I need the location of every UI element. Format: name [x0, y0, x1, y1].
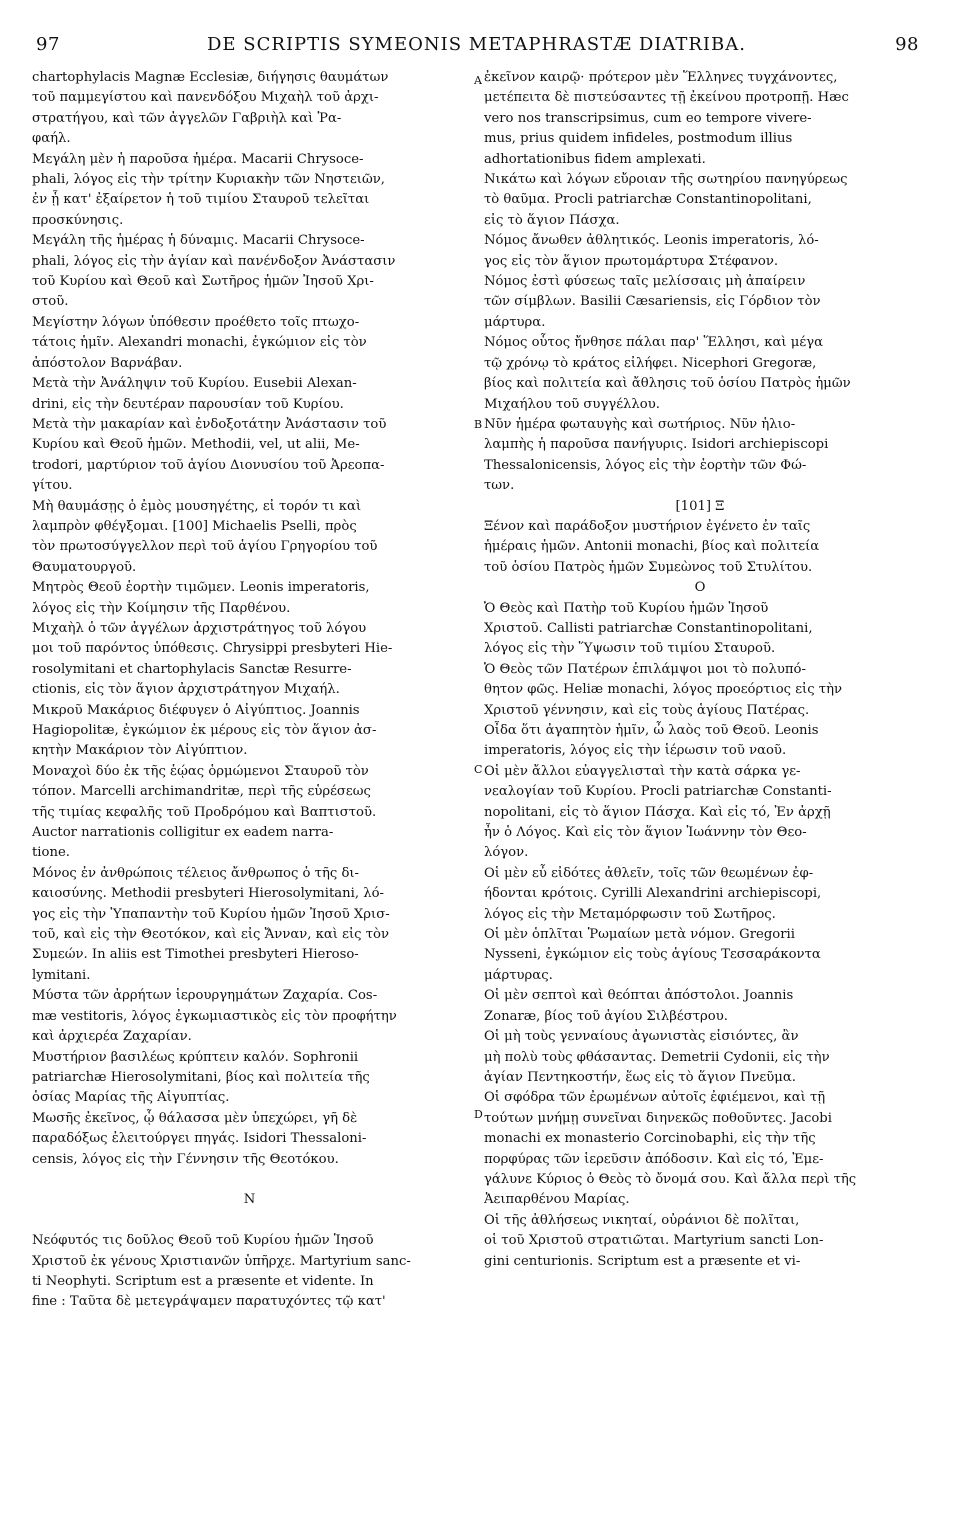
- text-line: Μιχαήλου τοῦ συγγέλλου.: [484, 396, 660, 412]
- text-line: Ξένον καὶ παράδοξον μυστήριον ἐγένετο ἐν ταῖς: [484, 518, 811, 534]
- text-line: καὶ ἀρχιερέα Ζαχαρίαν.: [32, 1029, 192, 1045]
- text-line: τοῦ Κυρίου καὶ Θεοῦ καὶ Σωτῆρος ἡμῶν Ἰησοῦ Χρι-: [32, 274, 374, 290]
- text-line: Χριστοῦ. Callisti patriarchæ Constantinopolitani,: [484, 620, 813, 636]
- text-line: ἐν ᾗ κατ' ἐξαίρετον ἡ τοῦ τιμίου Σταυροῦ τελεῖται: [32, 192, 370, 208]
- text-line: mæ vestitoris, λόγος ἐγκωμιαστικὸς εἰς τὸν προφήτην: [32, 1008, 397, 1024]
- text-line: Μοναχοὶ δύο ἐκ τῆς ἑῴας ὁρμώμενοι Σταυροῦ τὸν: [32, 763, 369, 779]
- text-line: fine : Ταῦτα δὲ μετεγράψαμεν παρατυχόντες τῷ κατ': [32, 1294, 386, 1310]
- text-line: Μεγάλη μὲν ἡ παροῦσα ἡμέρα. Macarii Chrysoce-: [32, 151, 364, 167]
- text-line: τῷ χρόνῳ τὸ κράτος εἰλήφει. Nicephori Gregoræ,: [484, 355, 817, 371]
- text-line: Μωσῆς ἐκεῖνος, ᾧ θάλασσα μὲν ὑπεχώρει, γῆ δὲ: [32, 1110, 358, 1126]
- page-number-right: 98: [895, 34, 919, 55]
- text-line: trodori, μαρτύριον τοῦ ἁγίου Διονυσίου τοῦ Ἀρεοπα-: [32, 457, 385, 473]
- text-line: Ὁ Θεὸς καὶ Πατὴρ τοῦ Κυρίου ἡμῶν Ἰησοῦ: [484, 600, 769, 616]
- page-number-left: 97: [36, 34, 60, 55]
- text-line: Συμεών. In aliis est Timothei presbyteri Hieroso-: [32, 947, 359, 963]
- text-line: γίτου.: [32, 478, 73, 494]
- text-line: [32, 1170, 467, 1190]
- text-line: phali, λόγος εἰς τὴν ἁγίαν καὶ πανένδοξον Ἀνάστασιν: [32, 253, 396, 269]
- text-line: νεαλογίαν τοῦ Κυρίου. Procli patriarchæ Constanti-: [484, 784, 832, 800]
- text-line: Οἶδα ὅτι ἀγαπητὸν ἡμῖν, ὦ λαὸς τοῦ Θεοῦ. Leonis: [484, 723, 819, 738]
- text-line: Μετὰ τὴν Ἀνάληψιν τοῦ Κυρίου. Eusebii Alexan-: [32, 376, 357, 392]
- text-line: τὸ θαῦμα. Procli patriarchæ Constantinopolitani,: [484, 192, 812, 208]
- text-line: censis, λόγος εἰς τὴν Γέννησιν τῆς Θεοτόκου.: [32, 1151, 339, 1167]
- text-line: τοῦ παμμεγίστου καὶ πανενδόξου Μιχαὴλ τοῦ ἀρχι-: [32, 90, 379, 106]
- text-line: Οἱ τῆς ἀθλήσεως νικηταί, οὐράνιοι δὲ πολῖται,: [484, 1212, 800, 1228]
- text-line: λαμπὴς ἡ παροῦσα πανήγυρις. Isidori archiepiscopi: [484, 437, 829, 453]
- text-line: drini, εἰς τὴν δευτέραν παρουσίαν τοῦ Κυρίου.: [32, 396, 344, 412]
- text-line: rosolymitani et chartophylacis Sanctæ Resurre-: [32, 661, 352, 677]
- text-line: τῆς τιμίας κεφαλῆς τοῦ Προδρόμου καὶ Βαπτιστοῦ.: [32, 804, 377, 820]
- text-line: Οἱ μὲν εὖ εἰδότες ἀθλεῖν, τοῖς τῶν θεωμένων ἐφ-: [484, 865, 814, 881]
- text-line: adhortationibus fidem amplexati.: [484, 151, 706, 167]
- text-line: ἀπόστολον Βαρνάβαν.: [32, 355, 183, 371]
- text-line: των.: [484, 478, 515, 494]
- text-line: Χριστοῦ ἐκ γένους Χριστιανῶν ὑπῆρχε. Martyrium sanc-: [32, 1253, 411, 1269]
- text-line: πορφύρας τῶν ἱερεῦσιν ἀπόδοσιν. Καὶ εἰς τό, Ἐμε-: [484, 1151, 824, 1167]
- text-line: Μετὰ τὴν μακαρίαν καὶ ἐνδοξοτάτην Ἀνάστασιν τοῦ: [32, 416, 387, 432]
- text-line: ήδονται κρότοις. Cyrilli Alexandrini archiepiscopi,: [484, 886, 822, 902]
- text-line: τοῦ, καὶ εἰς τὴν Θεοτόκον, καὶ εἰς Ἄνναν, καὶ εἰς τὸν: [32, 927, 389, 943]
- text-line: chartophylacis Magnæ Ecclesiæ, διήγησις θαυμάτων: [32, 70, 389, 85]
- text-line: Ὁ Θεὸς τῶν Πατέρων ἐπιλάμψοι μοι τὸ πολυπό-: [484, 661, 806, 677]
- section-letter: N: [243, 1192, 256, 1208]
- text-line: γος εἰς τὴν Ὑπαπαντὴν τοῦ Κυρίου ἡμῶν Ἰησοῦ Χρισ-: [32, 906, 390, 922]
- text-line: Μεγίστην λόγων ὑπόθεσιν προέθετο τοῖς πτωχο-: [32, 314, 360, 330]
- text-line: μὴ πολὺ τοὺς φθάσαντας. Demetrii Cydonii, εἰς τὴν: [484, 1049, 830, 1065]
- text-line: τόπον. Marcelli archimandritæ, περὶ τῆς εὑρέσεως: [32, 784, 371, 800]
- text-line: θητον φῶς. Heliæ monachi, λόγος προεόρτιος εἰς τὴν: [484, 682, 843, 698]
- margin-letter-b: B: [474, 418, 483, 431]
- text-line: Οἱ μὲν ὁπλῖται Ῥωμαίων μετὰ νόμον. Gregorii: [484, 927, 795, 943]
- text-line: ἦν ὁ Λόγος. Καὶ εἰς τὸν ἅγιον Ἰωάννην τὸν Θεο-: [484, 825, 807, 841]
- text-line: τὸν πρωτοσύγγελλον περὶ τοῦ ἁγίου Γρηγορίου τοῦ: [32, 539, 378, 555]
- text-line: Νεόφυτός τις δοῦλος Θεοῦ τοῦ Κυρίου ἡμῶν Ἰησοῦ: [32, 1233, 374, 1249]
- text-line: οἱ τοῦ Χριστοῦ στρατιῶται. Martyrium sancti Lon-: [484, 1233, 824, 1249]
- text-line: λόγος εἰς τὴν Κοίμησιν τῆς Παρθένου.: [32, 600, 291, 616]
- text-line: Οἱ μὴ τοὺς γενναίους ἀγωνιστὰς εἰσιόντες, ἂν: [484, 1029, 799, 1045]
- text-line: Θαυματουργοῦ.: [32, 559, 137, 575]
- text-line: καιοσύνης. Methodii presbyteri Hierosolymitani, λό-: [32, 886, 384, 902]
- section-letter: [101] Ξ: [675, 498, 725, 514]
- text-line: Nysseni, ἐγκώμιον εἰς τοὺς ἁγίους Τεσσαράκοντα: [484, 947, 821, 963]
- text-line: ti Neophyti. Scriptum est a præsente et vidente. In: [32, 1273, 374, 1289]
- text-line: Νόμος ἐστὶ φύσεως ταῖς μελίσσαις μὴ ἀπαίρειν: [484, 274, 806, 290]
- text-line: τῶν σίμβλων. Basilii Cæsariensis, εἰς Γόρδιον τὸν: [484, 294, 821, 310]
- text-line: λόγος εἰς τὴν Ὕψωσιν τοῦ τιμίου Σταυροῦ.: [484, 641, 776, 657]
- text-line: Χριστοῦ γέννησιν, καὶ εἰς τοὺς ἁγίους Πατέρας.: [484, 702, 810, 718]
- text-line: Οἱ σφόδρα τῶν ἐρωμένων αὐτοῖς ἐφιέμενοι, καὶ τῇ: [484, 1090, 826, 1106]
- running-title: DE SCRIPTIS SYMEONIS METAPHRASTÆ DIATRIBA.: [207, 34, 746, 55]
- text-line: βίος καὶ πολιτεία καὶ ἄθλησις τοῦ ὁσίου Πατρὸς ἡμῶν: [484, 376, 851, 392]
- text-line: κητὴν Μακάριον τὸν Αἰγύπτιον.: [32, 743, 248, 759]
- margin-letter-a: A: [474, 74, 482, 87]
- text-line: ἁγίαν Πεντηκοστήν, ἕως εἰς τὸ ἅγιον Πνεῦμα.: [484, 1069, 796, 1085]
- text-line: Νικάτω καὶ λόγων εὔροιαν τῆς σωτηρίου πανηγύρεως: [484, 172, 848, 188]
- right-column: [484, 68, 916, 1272]
- text-line: patriarchæ Hierosolymitani, βίος καὶ πολιτεία τῆς: [32, 1069, 370, 1085]
- text-line: phali, λόγος εἰς τὴν τρίτην Κυριακὴν τῶν Νηστειῶν,: [32, 172, 385, 188]
- text-line: Hagiopolitæ, ἐγκώμιον ἐκ μέρους εἰς τὸν ἅγιον ἀσ-: [32, 723, 377, 738]
- margin-letter-c: C: [474, 763, 483, 776]
- text-line: Νόμος οὗτος ἤνθησε πάλαι παρ' Ἕλλησι, καὶ μέγα: [484, 335, 823, 351]
- text-line: Μὴ θαυμάσῃς ὁ ἐμὸς μουσηγέτης, εἰ τορόν τι καὶ: [32, 498, 362, 514]
- section-letter: O: [694, 580, 706, 596]
- text-line: στρατήγου, καὶ τῶν ἀγγελῶν Γαβριὴλ καὶ Ῥα-: [32, 110, 342, 126]
- text-line: nopolitani, εἰς τὸ ἅγιον Πάσχα. Καὶ εἰς τό, Ἐν ἀρχῇ: [484, 804, 831, 820]
- text-line: Κυρίου καὶ Θεοῦ ἡμῶν. Methodii, vel, ut alii, Me-: [32, 437, 360, 453]
- text-line: ἐκεῖνον καιρῷ· πρότερον μὲν Ἕλληνες τυγχάνοντες,: [484, 70, 838, 85]
- text-line: τοῦ ὁσίου Πατρὸς ἡμῶν Συμεὼνος τοῦ Στυλίτου.: [484, 559, 813, 575]
- text-line: Μιχαὴλ ὁ τῶν ἀγγέλων ἀρχιστράτηγος τοῦ λόγου: [32, 620, 367, 636]
- text-line: Νῦν ἡμέρα φωταυγὴς καὶ σωτήριος. Νῦν ἡλιο-: [484, 416, 796, 432]
- text-line: Thessalonicensis, λόγος εἰς τὴν ἑορτὴν τῶν Φώ-: [484, 457, 807, 473]
- text-line: τάτοις ἡμῖν. Alexandri monachi, ἐγκώμιον εἰς τὸν: [32, 335, 367, 351]
- left-column: [32, 68, 467, 1313]
- text-line: παραδόξως ἐλειτούργει πηγάς. Isidori Thessaloni-: [32, 1131, 367, 1147]
- text-line: Μόνος ἐν ἀνθρώποις τέλειος ἄνθρωπος ὁ τῆς δι-: [32, 865, 360, 881]
- text-line: Οἱ μὲν σεπτοὶ καὶ θεόπται ἀπόστολοι. Joannis: [484, 988, 794, 1004]
- text-line: Μητρὸς Θεοῦ ἑορτὴν τιμῶμεν. Leonis imperatoris,: [32, 580, 370, 596]
- text-line: λόγον.: [484, 845, 529, 861]
- text-line: μάρτυρα.: [484, 314, 546, 330]
- text-line: μοι τοῦ παρόντος ὑπόθεσις. Chrysippi presbyteri Hie-: [32, 641, 393, 657]
- text-line: Νόμος ἄνωθεν ἀθλητικός. Leonis imperatoris, λό-: [484, 233, 819, 249]
- text-line: Μυστήριον βασιλέως κρύπτειν καλόν. Sophronii: [32, 1049, 359, 1065]
- text-line: γάλυνε Κύριος ὁ Θεὸς τὸ ὄνομά σου. Καὶ ἄλλα περὶ τῆς: [484, 1171, 857, 1187]
- text-line: monachi ex monasterio Corcinobaphi, εἰς τὴν τῆς: [484, 1131, 816, 1147]
- text-line: Μεγάλη τῆς ἡμέρας ἡ δύναμις. Macarii Chrysoce-: [32, 233, 365, 249]
- text-line: τούτων μνήμῃ συνεῖναι διηνεκῶς ποθοῦντες. Jacobi: [484, 1110, 832, 1126]
- text-line: Ἀειπαρθένου Μαρίας.: [484, 1192, 630, 1208]
- text-line: προσκύνησις.: [32, 212, 124, 228]
- text-line: λόγος εἰς τὴν Μεταμόρφωσιν τοῦ Σωτῆρος.: [484, 906, 776, 922]
- text-line: Μικροῦ Μακάριος διέφυγεν ὁ Αἰγύπτιος. Joannis: [32, 702, 360, 718]
- text-line: gini centurionis. Scriptum est a præsente et vi-: [484, 1253, 801, 1269]
- text-line: [32, 1211, 467, 1231]
- text-line: Auctor narrationis colligitur ex eadem narra-: [32, 825, 334, 841]
- text-line: lymitani.: [32, 967, 91, 983]
- text-line: Μύστα τῶν ἀρρήτων ἱερουργημάτων Ζαχαρία. Cos-: [32, 988, 378, 1004]
- text-line: ὁσίας Μαρίας τῆς Αἰγυπτίας.: [32, 1090, 230, 1106]
- text-line: Zonaræ, βίος τοῦ ἁγίου Σιλβέστρου.: [484, 1008, 728, 1024]
- text-line: μάρτυρας.: [484, 967, 553, 983]
- text-line: ctionis, εἰς τὸν ἅγιον ἀρχιστράτηγον Μιχαήλ.: [32, 682, 340, 698]
- text-line: imperatoris, λόγος εἰς τὴν ἱέρωσιν τοῦ ναοῦ.: [484, 743, 787, 759]
- text-line: vero nos transcripsimus, cum eo tempore vivere-: [484, 110, 812, 126]
- text-line: mus, prius quidem infideles, postmodum illius: [484, 131, 793, 147]
- text-line: στοῦ.: [32, 294, 69, 310]
- text-line: Οἱ μὲν ἄλλοι εὐαγγελισταὶ τὴν κατὰ σάρκα γε-: [484, 763, 801, 779]
- text-line: φαήλ.: [32, 131, 71, 147]
- margin-letter-d: D: [474, 1108, 483, 1121]
- text-line: εἰς τὸ ἅγιον Πάσχα.: [484, 212, 620, 228]
- text-line: μετέπειτα δὲ πιστεύσαντες τῇ ἐκείνου προτροπῇ. Hæc: [484, 90, 849, 106]
- text-line: λαμπρὸν φθέγξομαι. [100] Michaelis Pselli, πρὸς: [32, 518, 357, 534]
- text-line: γος εἰς τὸν ἅγιον πρωτομάρτυρα Στέφανον.: [484, 253, 779, 269]
- text-line: ἡμέραις ἡμῶν. Antonii monachi, βίος καὶ πολιτεία: [484, 539, 820, 555]
- text-line: tione.: [32, 845, 70, 861]
